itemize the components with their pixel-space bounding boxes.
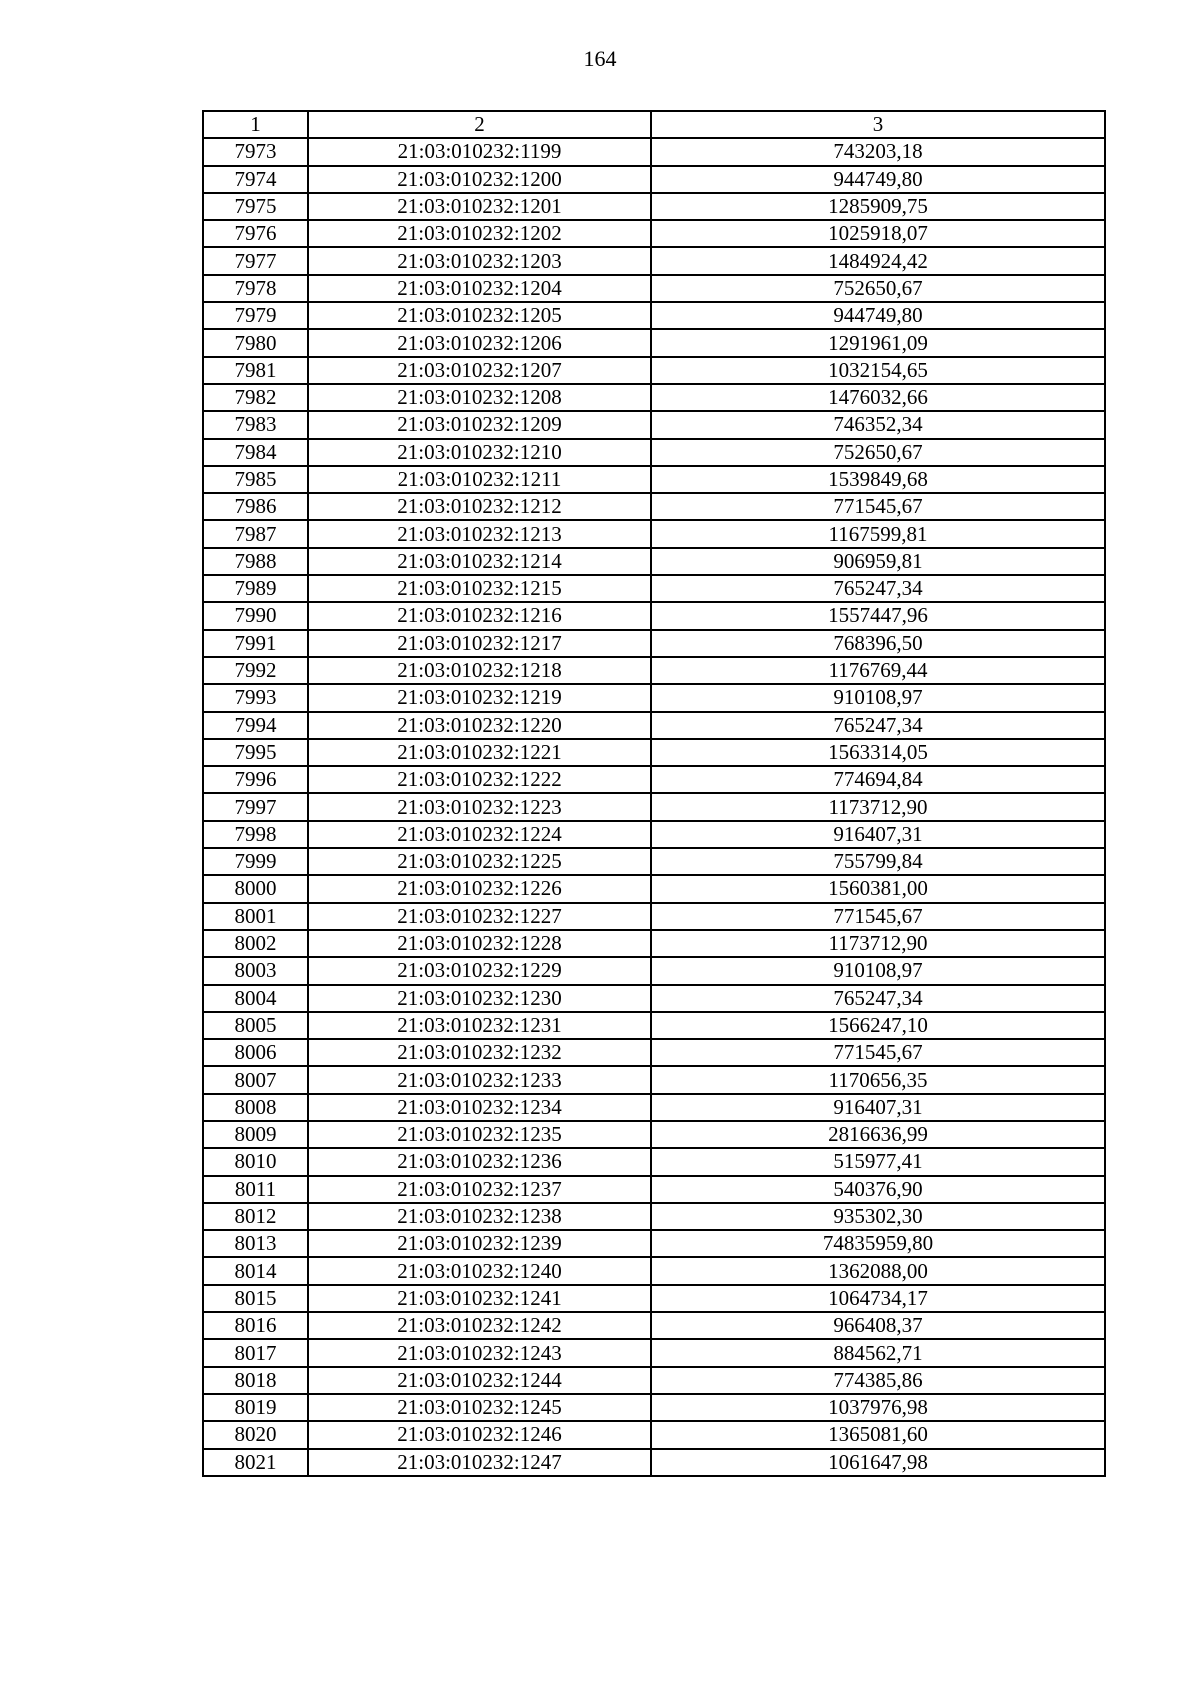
cadastral-number-cell: 21:03:010232:1239 [308, 1230, 651, 1257]
table-row [203, 220, 1105, 247]
table-row [203, 1421, 1105, 1448]
table-row [203, 712, 1105, 739]
row-number-cell: 7988 [203, 548, 308, 575]
value-cell: 1176769,44 [651, 657, 1105, 684]
cadastral-number-cell: 21:03:010232:1231 [308, 1012, 651, 1039]
value-cell: 765247,34 [651, 985, 1105, 1012]
row-number-cell: 7977 [203, 247, 308, 274]
value-cell: 1560381,00 [651, 875, 1105, 902]
table-row [203, 657, 1105, 684]
table-row [203, 875, 1105, 902]
row-number-cell: 7994 [203, 712, 308, 739]
value-cell: 966408,37 [651, 1312, 1105, 1339]
cadastral-number-cell: 21:03:010232:1208 [308, 384, 651, 411]
cadastral-number-cell: 21:03:010232:1204 [308, 275, 651, 302]
cadastral-number-cell: 21:03:010232:1219 [308, 684, 651, 711]
table-row [203, 193, 1105, 220]
cadastral-number-cell: 21:03:010232:1206 [308, 329, 651, 356]
value-cell: 1170656,35 [651, 1066, 1105, 1093]
row-number-cell: 7979 [203, 302, 308, 329]
value-cell: 1173712,90 [651, 793, 1105, 820]
row-number-cell: 8015 [203, 1285, 308, 1312]
table-row [203, 903, 1105, 930]
row-number-cell: 8012 [203, 1203, 308, 1230]
table-row [203, 411, 1105, 438]
value-cell: 1025918,07 [651, 220, 1105, 247]
value-cell: 910108,97 [651, 957, 1105, 984]
row-number-cell: 8003 [203, 957, 308, 984]
value-cell: 1285909,75 [651, 193, 1105, 220]
value-cell: 774385,86 [651, 1367, 1105, 1394]
table-row [203, 1312, 1105, 1339]
cadastral-number-cell: 21:03:010232:1217 [308, 630, 651, 657]
cadastral-number-cell: 21:03:010232:1199 [308, 138, 651, 165]
row-number-cell: 8009 [203, 1121, 308, 1148]
value-cell: 540376,90 [651, 1176, 1105, 1203]
value-cell: 910108,97 [651, 684, 1105, 711]
cadastral-number-cell: 21:03:010232:1232 [308, 1039, 651, 1066]
row-number-cell: 7998 [203, 821, 308, 848]
cadastral-number-cell: 21:03:010232:1241 [308, 1285, 651, 1312]
cadastral-number-cell: 21:03:010232:1213 [308, 520, 651, 547]
row-number-cell: 8000 [203, 875, 308, 902]
table-row [203, 1449, 1105, 1476]
cadastral-number-cell: 21:03:010232:1214 [308, 548, 651, 575]
value-cell: 752650,67 [651, 275, 1105, 302]
table-row [203, 1094, 1105, 1121]
table-row [203, 684, 1105, 711]
value-cell: 771545,67 [651, 493, 1105, 520]
header-row [203, 111, 1105, 138]
cadastral-number-cell: 21:03:010232:1209 [308, 411, 651, 438]
cadastral-number-cell: 21:03:010232:1211 [308, 466, 651, 493]
row-number-cell: 8013 [203, 1230, 308, 1257]
table-row [203, 1066, 1105, 1093]
cadastral-number-cell: 21:03:010232:1234 [308, 1094, 651, 1121]
table-header [203, 111, 1105, 138]
value-cell: 1064734,17 [651, 1285, 1105, 1312]
cadastral-number-cell: 21:03:010232:1235 [308, 1121, 651, 1148]
value-cell: 2816636,99 [651, 1121, 1105, 1148]
cadastral-number-cell: 21:03:010232:1207 [308, 357, 651, 384]
row-number-cell: 7997 [203, 793, 308, 820]
row-number-cell: 7993 [203, 684, 308, 711]
table-row [203, 1257, 1105, 1284]
table-row [203, 466, 1105, 493]
table-row [203, 493, 1105, 520]
row-number-cell: 7980 [203, 329, 308, 356]
cadastral-number-cell: 21:03:010232:1225 [308, 848, 651, 875]
row-number-cell: 7973 [203, 138, 308, 165]
row-number-cell: 8021 [203, 1449, 308, 1476]
table-row [203, 1148, 1105, 1175]
value-cell: 935302,30 [651, 1203, 1105, 1230]
value-cell: 1362088,00 [651, 1257, 1105, 1284]
row-number-cell: 7978 [203, 275, 308, 302]
row-number-cell: 8001 [203, 903, 308, 930]
table-row [203, 302, 1105, 329]
value-cell: 768396,50 [651, 630, 1105, 657]
value-cell: 1484924,42 [651, 247, 1105, 274]
table-row [203, 275, 1105, 302]
value-cell: 515977,41 [651, 1148, 1105, 1175]
row-number-cell: 7995 [203, 739, 308, 766]
value-cell: 1539849,68 [651, 466, 1105, 493]
value-cell: 1167599,81 [651, 520, 1105, 547]
value-cell: 1037976,98 [651, 1394, 1105, 1421]
row-number-cell: 8002 [203, 930, 308, 957]
row-number-cell: 8016 [203, 1312, 308, 1339]
row-number-cell: 7996 [203, 766, 308, 793]
cadastral-number-cell: 21:03:010232:1227 [308, 903, 651, 930]
cadastral-number-cell: 21:03:010232:1218 [308, 657, 651, 684]
table-row [203, 1203, 1105, 1230]
value-cell: 765247,34 [651, 712, 1105, 739]
table-row [203, 630, 1105, 657]
value-cell: 916407,31 [651, 821, 1105, 848]
cadastral-number-cell: 21:03:010232:1215 [308, 575, 651, 602]
table-row [203, 329, 1105, 356]
value-cell: 1173712,90 [651, 930, 1105, 957]
value-cell: 1566247,10 [651, 1012, 1105, 1039]
row-number-cell: 7987 [203, 520, 308, 547]
table-row [203, 548, 1105, 575]
value-cell: 944749,80 [651, 166, 1105, 193]
value-cell: 1365081,60 [651, 1421, 1105, 1448]
row-number-cell: 8019 [203, 1394, 308, 1421]
table-row [203, 1285, 1105, 1312]
value-cell: 884562,71 [651, 1339, 1105, 1366]
value-cell: 755799,84 [651, 848, 1105, 875]
table-row [203, 138, 1105, 165]
row-number-cell: 7985 [203, 466, 308, 493]
row-number-cell: 7992 [203, 657, 308, 684]
row-number-cell: 7990 [203, 602, 308, 629]
table-row [203, 1230, 1105, 1257]
header-col-2: 2 [308, 111, 651, 138]
table-row [203, 957, 1105, 984]
value-cell: 906959,81 [651, 548, 1105, 575]
cadastral-number-cell: 21:03:010232:1216 [308, 602, 651, 629]
row-number-cell: 7976 [203, 220, 308, 247]
value-cell: 765247,34 [651, 575, 1105, 602]
table-row [203, 793, 1105, 820]
row-number-cell: 8007 [203, 1066, 308, 1093]
cadastral-number-cell: 21:03:010232:1210 [308, 439, 651, 466]
cadastral-number-cell: 21:03:010232:1229 [308, 957, 651, 984]
row-number-cell: 8018 [203, 1367, 308, 1394]
value-cell: 1291961,09 [651, 329, 1105, 356]
value-cell: 944749,80 [651, 302, 1105, 329]
value-cell: 1563314,05 [651, 739, 1105, 766]
cadastral-number-cell: 21:03:010232:1242 [308, 1312, 651, 1339]
table-body [203, 138, 1105, 1476]
cadastral-number-cell: 21:03:010232:1223 [308, 793, 651, 820]
value-cell: 74835959,80 [651, 1230, 1105, 1257]
table-row [203, 247, 1105, 274]
cadastral-number-cell: 21:03:010232:1221 [308, 739, 651, 766]
cadastral-number-cell: 21:03:010232:1220 [308, 712, 651, 739]
header-col-1: 1 [203, 111, 308, 138]
cadastral-number-cell: 21:03:010232:1201 [308, 193, 651, 220]
table-row [203, 166, 1105, 193]
row-number-cell: 7986 [203, 493, 308, 520]
cadastral-number-cell: 21:03:010232:1237 [308, 1176, 651, 1203]
page-number: 164 [583, 46, 617, 71]
cadastral-number-cell: 21:03:010232:1247 [308, 1449, 651, 1476]
value-cell: 1557447,96 [651, 602, 1105, 629]
row-number-cell: 7982 [203, 384, 308, 411]
row-number-cell: 7989 [203, 575, 308, 602]
cadastral-number-cell: 21:03:010232:1243 [308, 1339, 651, 1366]
value-cell: 752650,67 [651, 439, 1105, 466]
cadastral-number-cell: 21:03:010232:1212 [308, 493, 651, 520]
cadastral-number-cell: 21:03:010232:1244 [308, 1367, 651, 1394]
cadastral-number-cell: 21:03:010232:1202 [308, 220, 651, 247]
table-row [203, 1339, 1105, 1366]
table-row [203, 1012, 1105, 1039]
value-cell: 916407,31 [651, 1094, 1105, 1121]
cadastral-number-cell: 21:03:010232:1233 [308, 1066, 651, 1093]
row-number-cell: 7991 [203, 630, 308, 657]
table-row [203, 602, 1105, 629]
cadastral-number-cell: 21:03:010232:1200 [308, 166, 651, 193]
row-number-cell: 8010 [203, 1148, 308, 1175]
row-number-cell: 8011 [203, 1176, 308, 1203]
table-row [203, 575, 1105, 602]
cadastral-number-cell: 21:03:010232:1226 [308, 875, 651, 902]
cadastral-number-cell: 21:03:010232:1224 [308, 821, 651, 848]
row-number-cell: 8006 [203, 1039, 308, 1066]
value-cell: 1061647,98 [651, 1449, 1105, 1476]
table-row [203, 384, 1105, 411]
cadastral-number-cell: 21:03:010232:1230 [308, 985, 651, 1012]
cadastral-number-cell: 21:03:010232:1246 [308, 1421, 651, 1448]
value-cell: 771545,67 [651, 903, 1105, 930]
table-row [203, 357, 1105, 384]
table-row [203, 739, 1105, 766]
value-cell: 1476032,66 [651, 384, 1105, 411]
value-cell: 746352,34 [651, 411, 1105, 438]
table-row [203, 1039, 1105, 1066]
row-number-cell: 8017 [203, 1339, 308, 1366]
row-number-cell: 7984 [203, 439, 308, 466]
table-row [203, 766, 1105, 793]
row-number-cell: 7983 [203, 411, 308, 438]
cadastral-number-cell: 21:03:010232:1236 [308, 1148, 651, 1175]
row-number-cell: 8005 [203, 1012, 308, 1039]
table-row [203, 520, 1105, 547]
value-cell: 743203,18 [651, 138, 1105, 165]
row-number-cell: 7974 [203, 166, 308, 193]
table-row [203, 1394, 1105, 1421]
table-row [203, 985, 1105, 1012]
row-number-cell: 7981 [203, 357, 308, 384]
row-number-cell: 8008 [203, 1094, 308, 1121]
cadastral-number-cell: 21:03:010232:1245 [308, 1394, 651, 1421]
cadastral-number-cell: 21:03:010232:1228 [308, 930, 651, 957]
row-number-cell: 7999 [203, 848, 308, 875]
row-number-cell: 8020 [203, 1421, 308, 1448]
row-number-cell: 8014 [203, 1257, 308, 1284]
value-cell: 1032154,65 [651, 357, 1105, 384]
table-row [203, 1176, 1105, 1203]
header-col-3: 3 [651, 111, 1105, 138]
value-cell: 771545,67 [651, 1039, 1105, 1066]
table-row [203, 821, 1105, 848]
value-cell: 774694,84 [651, 766, 1105, 793]
cadastral-number-cell: 21:03:010232:1240 [308, 1257, 651, 1284]
cadastral-number-cell: 21:03:010232:1222 [308, 766, 651, 793]
row-number-cell: 8004 [203, 985, 308, 1012]
registry-table [202, 110, 1106, 1477]
row-number-cell: 7975 [203, 193, 308, 220]
cadastral-number-cell: 21:03:010232:1238 [308, 1203, 651, 1230]
table-row [203, 848, 1105, 875]
table-row [203, 1367, 1105, 1394]
cadastral-number-cell: 21:03:010232:1205 [308, 302, 651, 329]
table-row [203, 1121, 1105, 1148]
cadastral-number-cell: 21:03:010232:1203 [308, 247, 651, 274]
table-row [203, 439, 1105, 466]
table-row [203, 930, 1105, 957]
